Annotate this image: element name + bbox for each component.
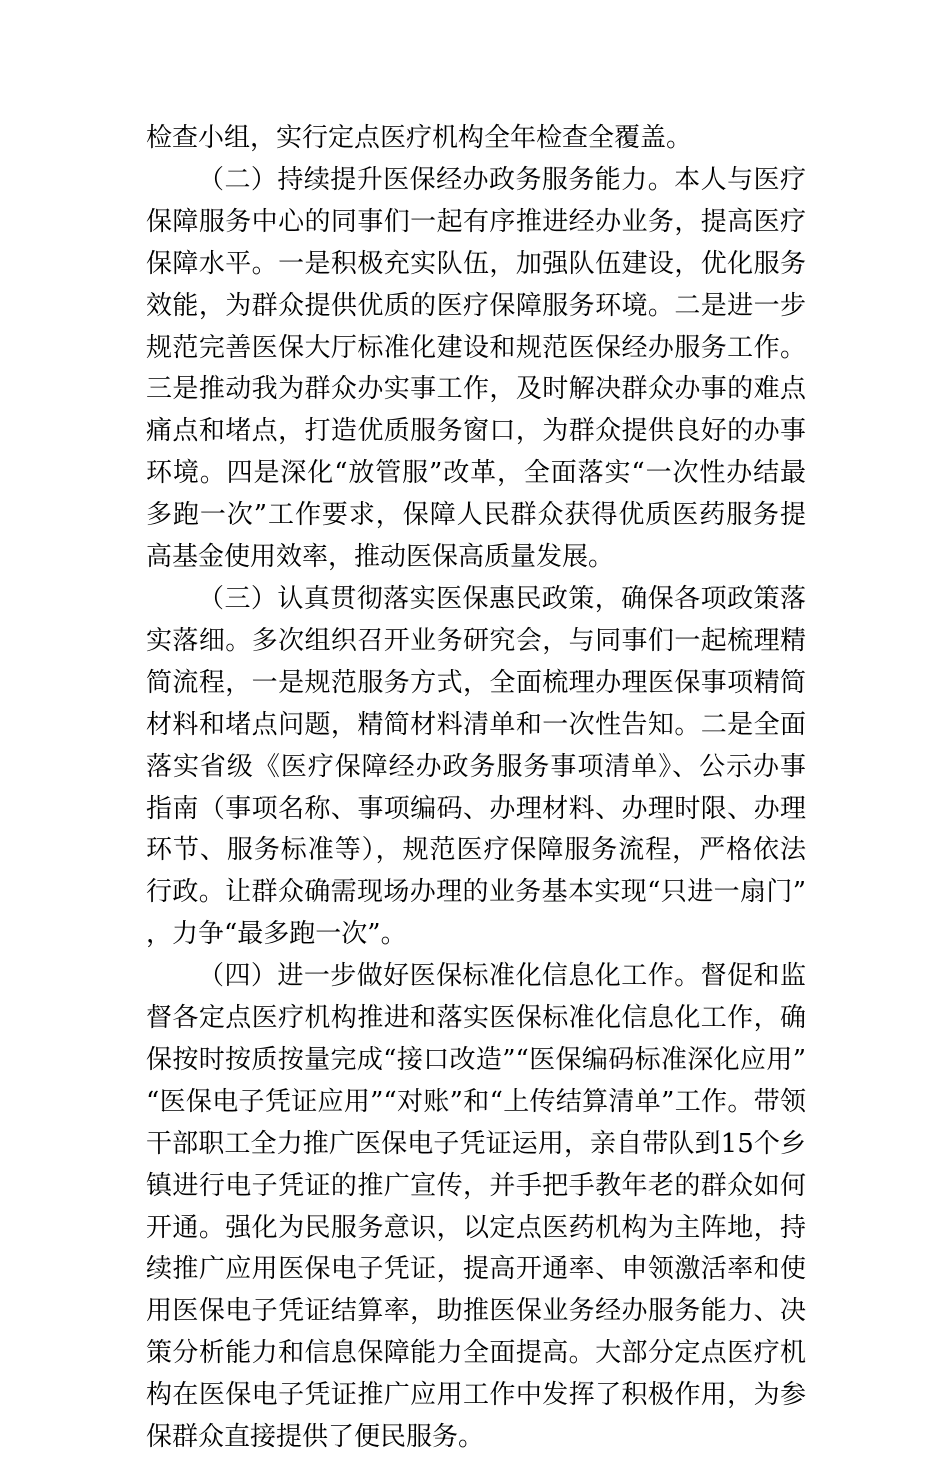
paragraph-section-2: （二）持续提升医保经办政务服务能力。本人与医疗保障服务中心的同事们一起有序推进经办业务，提高医疗保障水平。一是积极充实队伍，加强队伍建设，优化服务效能，为群众提供优质的医疗保障服务环境。二是进一步规范完善医保大厅标准化建设和规范医保经办服务工作。三是推动我为群众办实事工作，及时解决群众办事的难点痛点和堵点，打造优质服务窗口，为群众提供良好的办事环境。四是深化“放管服”改革，全面落实“一次性办结最多跑一次”工作要求，保障人民群众获得优质医药服务提高基金使用效率，推动医保高质量发展。 [146, 164, 806, 573]
paragraph-section-3: （三）认真贯彻落实医保惠民政策，确保各项政策落实落细。多次组织召开业务研究会，与同事们一起梳理精简流程，一是规范服务方式，全面梳理办理医保事项精简材料和堵点问题，精简材料清单和一次性告知。二是全面落实省级《医疗保障经办政务服务事项清单》、公示办事指南（事项名称、事项编码、办理材料、办理时限、办理环节、服务标准等），规范医疗保障服务流程，严格依法行政。让群众确需现场办理的业务基本实现“只进一扇门”，力争“最多跑一次”。 [146, 583, 806, 950]
paragraph-section-4: （四）进一步做好医保标准化信息化工作。督促和监督各定点医疗机构推进和落实医保标准化信息化工作，确保按时按质按量完成“接口改造”“医保编码标准深化应用”“医保电子凭证应用”“对账”和“上传结算清单”工作。带领干部职工全力推广医保电子凭证运用，亲自带队到15个乡镇进行电子凭证的推广宣传，并手把手教年老的群众如何开通。强化为民服务意识，以定点医药机构为主阵地，持续推广应用医保电子凭证，提高开通率、申领激活率和使用医保电子凭证结算率，助推医保业务经办服务能力、决策分析能力和信息保障能力全面提高。大部分定点医疗机构在医保电子凭证推广应用工作中发挥了积极作用，为参保群众直接提供了便民服务。 [146, 961, 806, 1453]
document-body [146, 118, 806, 1459]
paragraph-continuation: 检查小组，实行定点医疗机构全年检查全覆盖。 [146, 123, 693, 153]
